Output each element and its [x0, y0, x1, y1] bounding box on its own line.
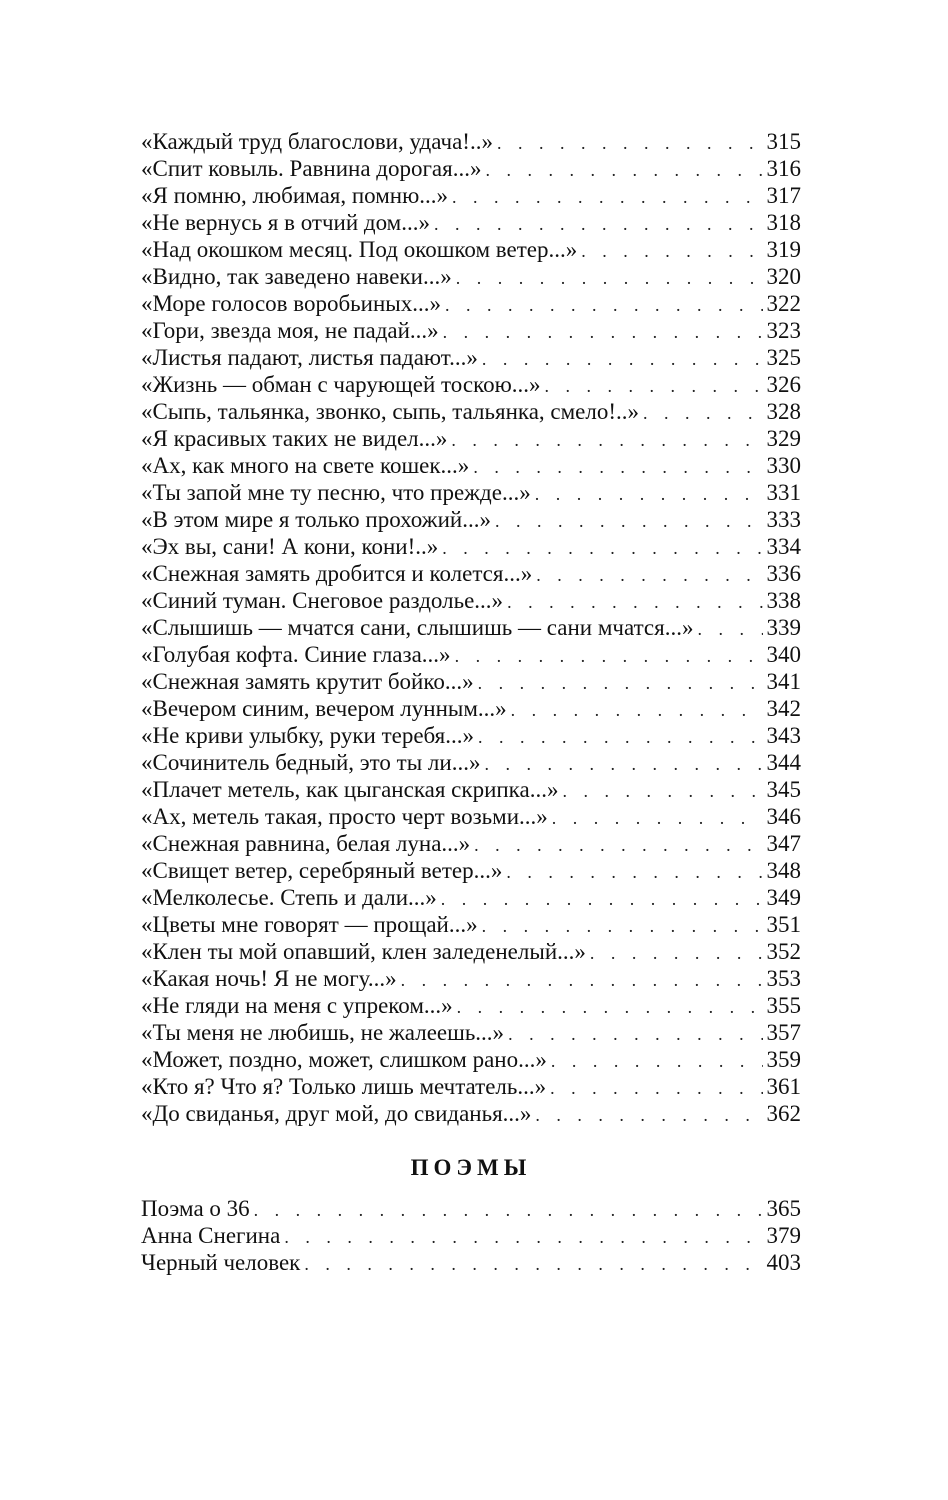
toc-entry	[141, 209, 801, 236]
dot-leader	[643, 400, 762, 425]
section-heading-poems: ПОЭМЫ	[410, 1155, 532, 1180]
toc-entry-title: «Жизнь — обман с чарующей тоскою...»	[141, 372, 541, 397]
toc-entry-title: «Плачет метель, как цыганская скрипка...»	[141, 777, 559, 802]
toc-entry-title: «Ты запой мне ту песню, что прежде...»	[141, 480, 531, 505]
dot-leader	[508, 1021, 762, 1046]
toc-entry	[141, 1073, 801, 1100]
toc-entry-title: Поэма о 36	[141, 1196, 250, 1221]
toc-entry-page-number: 403	[766, 1250, 801, 1275]
dot-leader	[473, 454, 762, 479]
toc-entry-title: «Не гляди на меня с упреком...»	[141, 993, 453, 1018]
dot-leader	[478, 670, 763, 695]
toc-entry-title: «Я помню, любимая, помню...»	[141, 183, 449, 208]
toc-entry-page-number: 326	[766, 372, 801, 397]
toc-entry-title: «Мелколесье. Степь и дали...»	[141, 885, 437, 910]
toc-entry	[141, 1195, 801, 1222]
toc-entry	[141, 884, 801, 911]
toc-entry	[141, 425, 801, 452]
dot-leader	[482, 913, 763, 938]
toc-entry-title: «Может, поздно, может, слишком рано...»	[141, 1047, 547, 1072]
toc-entry	[141, 1100, 801, 1127]
dot-leader	[511, 697, 763, 722]
toc-entry-page-number: 340	[766, 642, 801, 667]
toc-entry-title: «Цветы мне говорят — прощай...»	[141, 912, 478, 937]
toc-entry-title: «Над окошком месяц. Под окошком ветер...»	[141, 237, 578, 262]
toc-entry-title: «Снежная замять крутит бойко...»	[141, 669, 474, 694]
toc-entry-page-number: 320	[766, 264, 801, 289]
toc-entry-title: «В этом мире я только прохожий...»	[141, 507, 491, 532]
dot-leader	[535, 1102, 762, 1127]
toc-entry-title: «Синий туман. Снеговое раздолье...»	[141, 588, 504, 613]
toc-entry	[141, 506, 801, 533]
toc-entry	[141, 749, 801, 776]
toc-entry-page-number: 328	[766, 399, 801, 424]
dot-leader	[442, 535, 762, 560]
toc-entry-title: «Голубая кофта. Синие глаза...»	[141, 642, 451, 667]
toc-entry-title: «Кто я? Что я? Только лишь мечтатель...»	[141, 1074, 547, 1099]
toc-entry-page-number: 362	[766, 1101, 801, 1126]
toc-entry-page-number: 334	[766, 534, 801, 559]
dot-leader	[304, 1251, 762, 1276]
dot-leader	[590, 940, 763, 965]
toc-entry-page-number: 353	[766, 966, 801, 991]
toc-entry	[141, 1046, 801, 1073]
toc-entry	[141, 452, 801, 479]
dot-leader	[284, 1224, 762, 1249]
toc-entry	[141, 803, 801, 830]
dot-leader	[535, 481, 763, 506]
dot-leader	[401, 967, 763, 992]
toc-entry-title: «Не криви улыбку, руки теребя...»	[141, 723, 474, 748]
toc-entry	[141, 371, 801, 398]
toc-entry	[141, 398, 801, 425]
poems-toc-list	[141, 1195, 801, 1276]
dot-leader	[441, 886, 763, 911]
toc-entry	[141, 668, 801, 695]
dot-leader	[536, 562, 762, 587]
toc-entry-title: «Слышишь — мчатся сани, слышишь — сани мчатся...»	[141, 615, 694, 640]
table-of-contents-page	[141, 128, 801, 1276]
dot-leader	[254, 1197, 763, 1222]
toc-entry-page-number: 349	[766, 885, 801, 910]
dot-leader	[482, 346, 763, 371]
toc-entry	[141, 722, 801, 749]
toc-entry	[141, 938, 801, 965]
toc-entry	[141, 128, 801, 155]
dot-leader	[485, 157, 762, 182]
toc-entry-title: «Снежная замять дробится и колется...»	[141, 561, 533, 586]
dot-leader	[455, 643, 763, 668]
toc-entry	[141, 290, 801, 317]
toc-entry-page-number: 331	[766, 480, 801, 505]
toc-entry	[141, 479, 801, 506]
dot-leader	[445, 292, 763, 317]
toc-entry-page-number: 336	[766, 561, 801, 586]
toc-entry-title: «Ах, как много на свете кошек...»	[141, 453, 470, 478]
toc-entry-page-number: 342	[766, 696, 801, 721]
toc-entry-title: «До свиданья, друг мой, до свиданья...»	[141, 1101, 532, 1126]
toc-entry-title: «Вечером синим, вечером лунным...»	[141, 696, 507, 721]
dot-leader	[456, 265, 763, 290]
dot-leader	[451, 427, 762, 452]
toc-entry-page-number: 329	[766, 426, 801, 451]
dot-leader	[484, 751, 762, 776]
toc-entry-title: Анна Снегина	[141, 1223, 281, 1248]
dot-leader	[443, 319, 763, 344]
toc-entry-page-number: 316	[766, 156, 801, 181]
toc-list	[141, 128, 801, 1127]
toc-entry-page-number: 347	[766, 831, 801, 856]
toc-entry-page-number: 365	[766, 1196, 801, 1221]
toc-entry	[141, 587, 801, 614]
toc-entry	[141, 695, 801, 722]
dot-leader	[478, 724, 763, 749]
dot-leader	[552, 805, 763, 830]
toc-entry	[141, 857, 801, 884]
toc-entry	[141, 263, 801, 290]
toc-entry-page-number: 348	[766, 858, 801, 883]
dot-leader	[474, 832, 762, 857]
toc-entry	[141, 344, 801, 371]
toc-entry-page-number: 359	[766, 1047, 801, 1072]
toc-entry-page-number: 315	[766, 129, 801, 154]
toc-entry-page-number: 343	[766, 723, 801, 748]
toc-entry	[141, 533, 801, 560]
toc-entry-page-number: 325	[766, 345, 801, 370]
dot-leader	[697, 616, 762, 641]
toc-entry	[141, 1222, 801, 1249]
dot-leader	[457, 994, 763, 1019]
dot-leader	[506, 859, 762, 884]
toc-entry-title: «Сыпь, тальянка, звонко, сыпь, тальянка, смело!..»	[141, 399, 640, 424]
toc-entry	[141, 992, 801, 1019]
toc-entry	[141, 155, 801, 182]
toc-entry-title: «Не вернусь я в отчий дом...»	[141, 210, 430, 235]
toc-entry-page-number: 333	[766, 507, 801, 532]
toc-entry	[141, 1249, 801, 1276]
toc-entry	[141, 317, 801, 344]
toc-entry-page-number: 338	[766, 588, 801, 613]
toc-entry-page-number: 351	[766, 912, 801, 937]
toc-entry-title: «Эх вы, сани! А кони, кони!..»	[141, 534, 439, 559]
toc-entry-page-number: 379	[766, 1223, 801, 1248]
toc-entry-title: «Я красивых таких не видел...»	[141, 426, 448, 451]
dot-leader	[550, 1075, 762, 1100]
dot-leader	[452, 184, 762, 209]
toc-entry-title: «Ах, метель такая, просто черт возьми...»	[141, 804, 548, 829]
toc-entry-title: «Видно, так заведено навеки...»	[141, 264, 452, 289]
toc-entry	[141, 236, 801, 263]
toc-entry-page-number: 339	[766, 615, 801, 640]
toc-entry	[141, 182, 801, 209]
dot-leader	[562, 778, 762, 803]
toc-entry-page-number: 323	[766, 318, 801, 343]
toc-entry-page-number: 330	[766, 453, 801, 478]
toc-entry	[141, 1019, 801, 1046]
toc-entry-title: «Снежная равнина, белая луна...»	[141, 831, 471, 856]
toc-entry	[141, 560, 801, 587]
dot-leader	[495, 508, 763, 533]
dot-leader	[507, 589, 762, 614]
dot-leader	[551, 1048, 763, 1073]
dot-leader	[581, 238, 762, 263]
toc-entry-page-number: 352	[766, 939, 801, 964]
toc-entry-page-number: 357	[766, 1020, 801, 1045]
toc-entry	[141, 614, 801, 641]
toc-entry-title: Черный человек	[141, 1250, 301, 1275]
toc-entry	[141, 965, 801, 992]
toc-entry-page-number: 355	[766, 993, 801, 1018]
toc-entry-page-number: 346	[766, 804, 801, 829]
toc-entry-title: «Море голосов воробьиных...»	[141, 291, 441, 316]
toc-entry-title: «Листья падают, листья падают...»	[141, 345, 478, 370]
toc-entry-page-number: 319	[766, 237, 801, 262]
toc-entry-page-number: 361	[766, 1074, 801, 1099]
toc-entry-page-number: 345	[766, 777, 801, 802]
dot-leader	[497, 130, 763, 155]
toc-entry-title: «Какая ночь! Я не могу...»	[141, 966, 397, 991]
dot-leader	[434, 211, 763, 236]
toc-entry	[141, 776, 801, 803]
toc-entry-title: «Клен ты мой опавший, клен заледенелый...»	[141, 939, 586, 964]
dot-leader	[545, 373, 763, 398]
toc-entry	[141, 911, 801, 938]
toc-entry	[141, 641, 801, 668]
toc-entry-title: «Каждый труд благослови, удача!..»	[141, 129, 493, 154]
toc-entry-page-number: 317	[766, 183, 801, 208]
toc-entry-page-number: 322	[766, 291, 801, 316]
toc-entry-title: «Ты меня не любишь, не жалеешь...»	[141, 1020, 505, 1045]
toc-entry-page-number: 341	[766, 669, 801, 694]
toc-entry-title: «Свищет ветер, серебряный ветер...»	[141, 858, 503, 883]
toc-entry	[141, 830, 801, 857]
toc-entry-title: «Спит ковыль. Равнина дорогая...»	[141, 156, 482, 181]
toc-entry-page-number: 318	[766, 210, 801, 235]
toc-entry-title: «Сочинитель бедный, это ты ли...»	[141, 750, 481, 775]
toc-entry-title: «Гори, звезда моя, не падай...»	[141, 318, 439, 343]
toc-entry-page-number: 344	[766, 750, 801, 775]
